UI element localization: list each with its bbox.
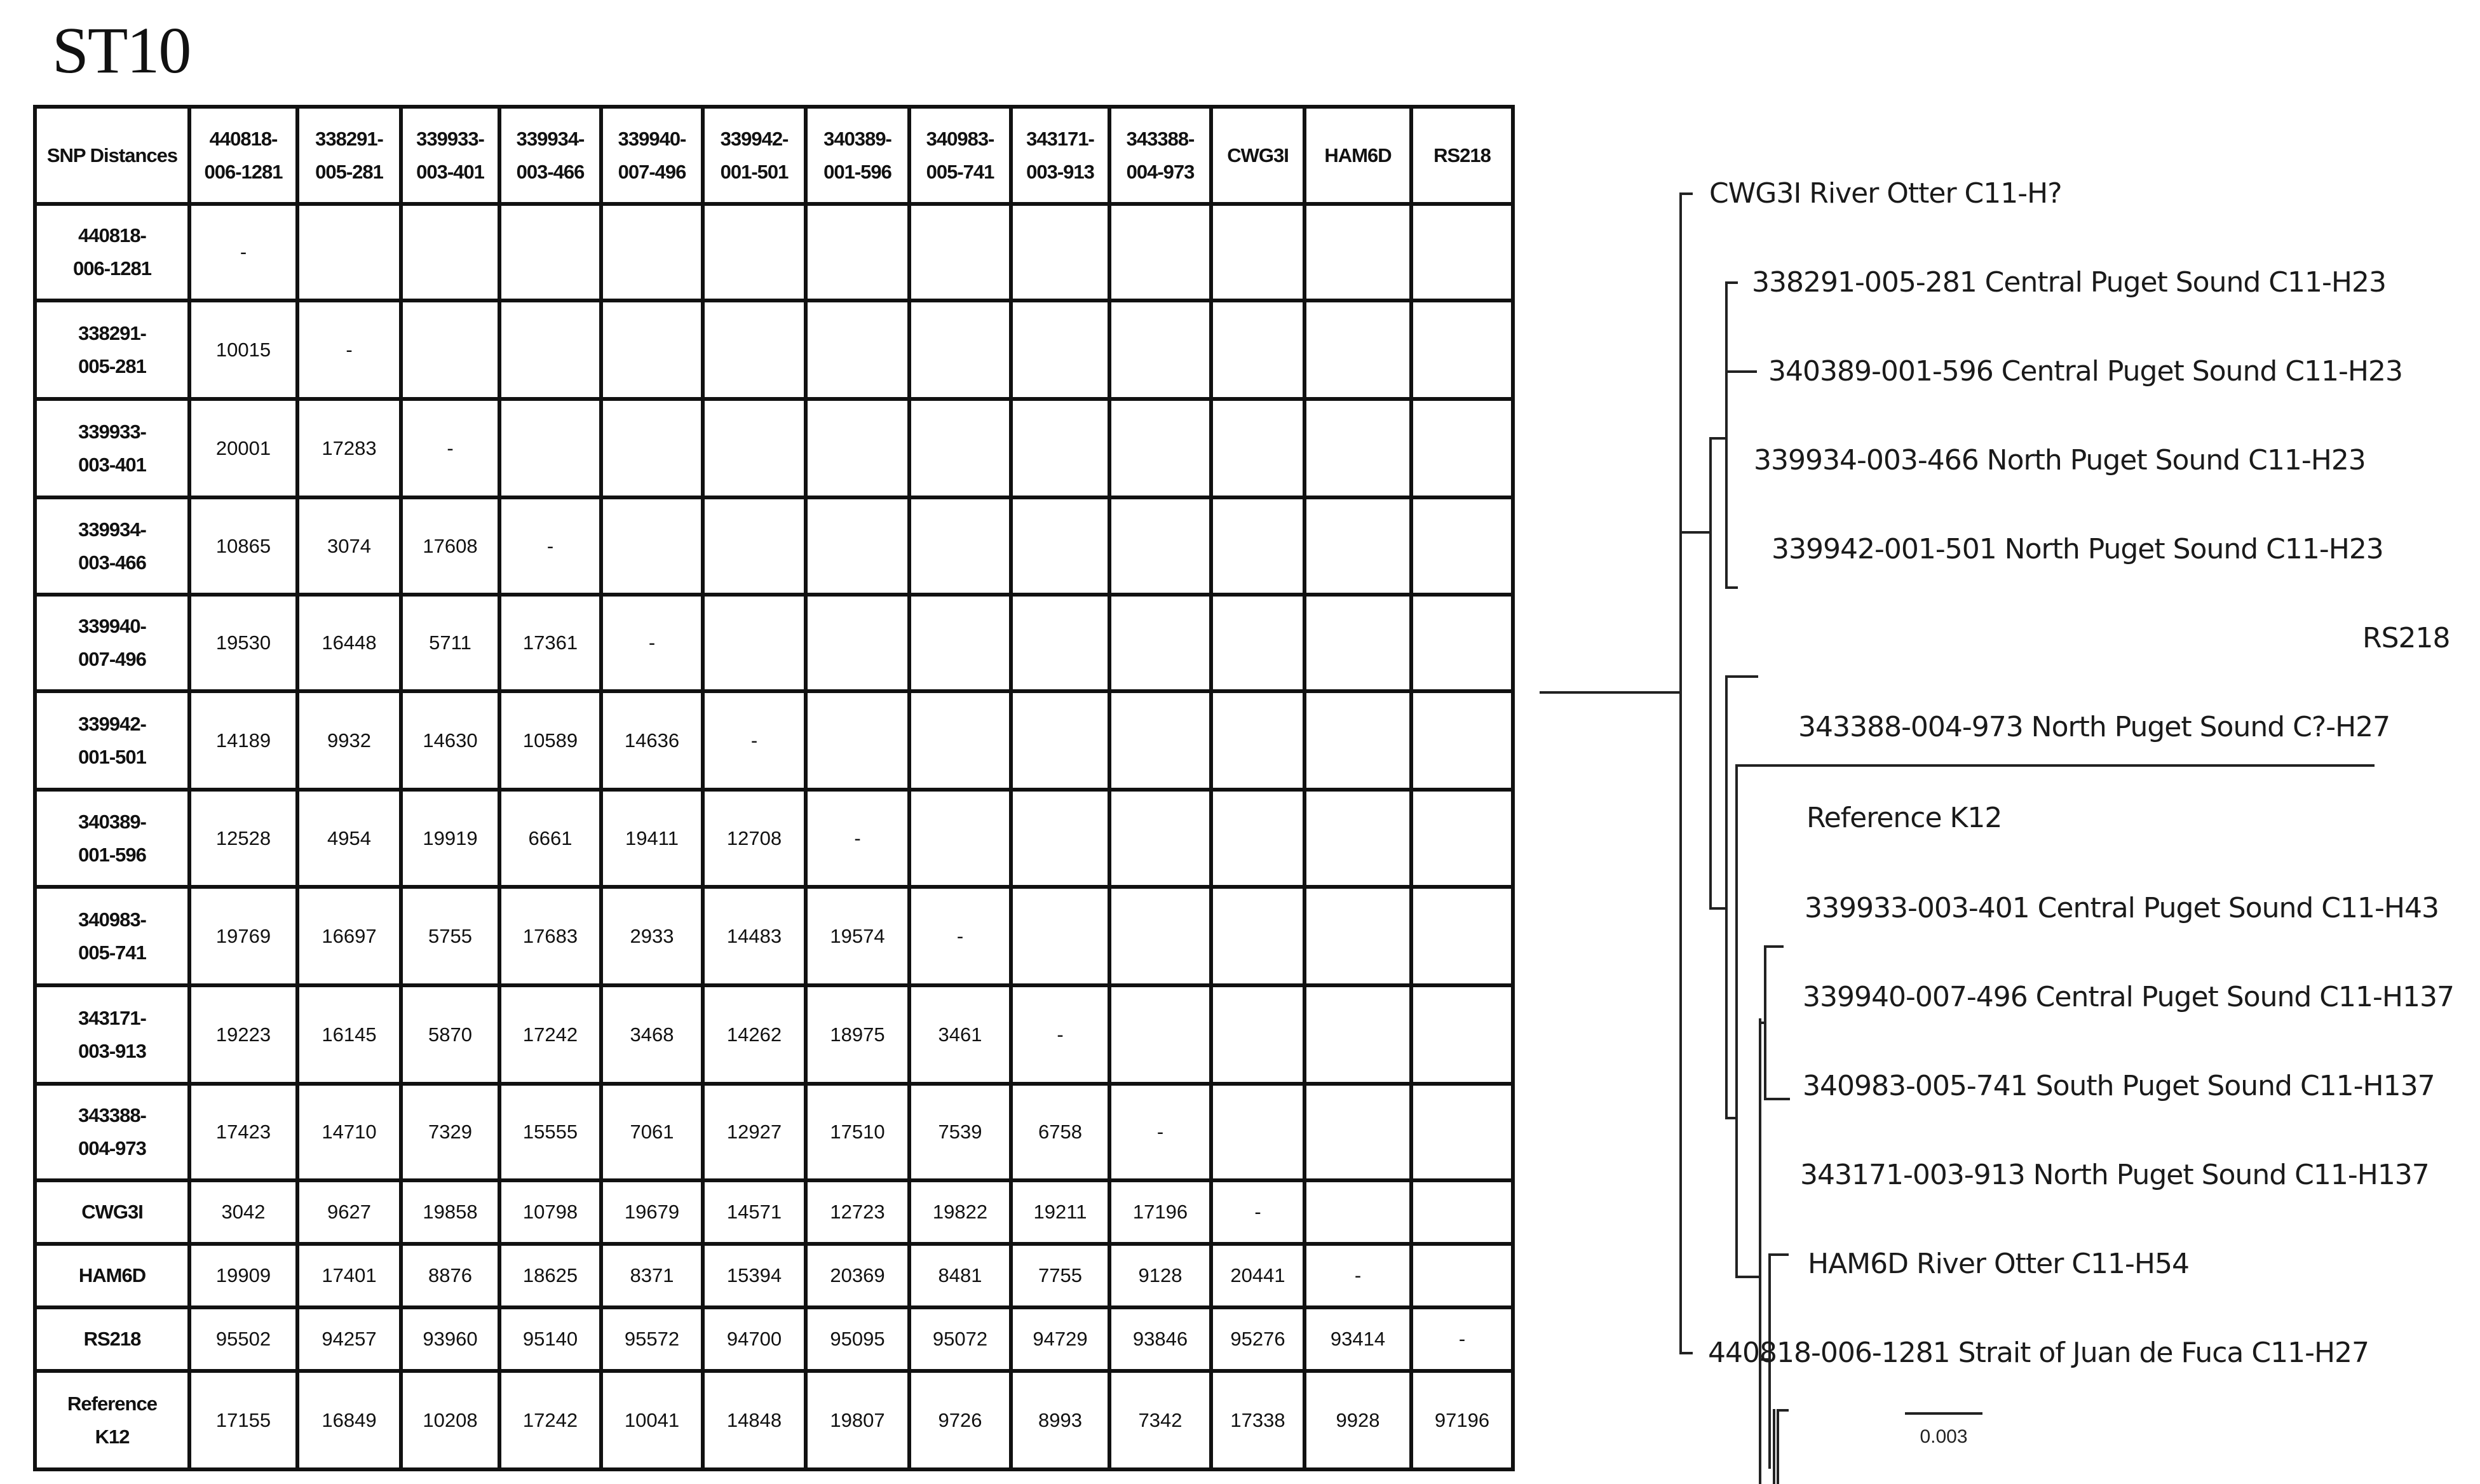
distance-cell: 3468: [601, 985, 703, 1084]
tree-leaf-label: 440818-006-1281 Strait of Juan de Fuca C11-H27: [1708, 1337, 2369, 1369]
distance-cell: 3042: [189, 1180, 297, 1244]
distance-cell: 95095: [806, 1307, 909, 1371]
distance-cell: [806, 595, 909, 691]
distance-cell: 19411: [601, 790, 703, 887]
distance-cell: [909, 790, 1011, 887]
distance-cell: [1211, 595, 1304, 691]
distance-cell: [1411, 887, 1513, 985]
distance-cell: [601, 497, 703, 595]
column-header: 340389- 001-596: [806, 107, 909, 204]
tree-leaf-label: Reference K12: [1806, 802, 2002, 834]
distance-cell: 12723: [806, 1180, 909, 1244]
distance-cell: [1109, 691, 1211, 790]
distance-cell: [703, 300, 806, 399]
distance-cell: [1011, 300, 1109, 399]
distance-cell: [1304, 399, 1411, 497]
row-header: CWG3I: [35, 1180, 189, 1244]
distance-cell: 4954: [297, 790, 401, 887]
distance-cell: -: [1304, 1244, 1411, 1307]
distance-cell: [499, 300, 601, 399]
row-header: HAM6D: [35, 1244, 189, 1307]
distance-cell: 16697: [297, 887, 401, 985]
distance-cell: [1411, 1084, 1513, 1180]
distance-cell: [1109, 887, 1211, 985]
table-row: [35, 985, 1513, 1084]
tree-leaf-label: 340983-005-741 South Puget Sound C11-H137: [1803, 1070, 2435, 1102]
distance-cell: [806, 204, 909, 300]
distance-cell: 6661: [499, 790, 601, 887]
snp-distance-table: [33, 105, 1515, 1471]
distance-cell: 7755: [1011, 1244, 1109, 1307]
row-header: 339940- 007-496: [35, 595, 189, 691]
distance-cell: 14636: [601, 691, 703, 790]
distance-cell: 3074: [297, 497, 401, 595]
distance-cell: 9726: [909, 1371, 1011, 1469]
row-header: 340983- 005-741: [35, 887, 189, 985]
distance-cell: [1411, 300, 1513, 399]
distance-cell: 18625: [499, 1244, 601, 1307]
distance-cell: -: [1411, 1307, 1513, 1371]
distance-cell: [909, 204, 1011, 300]
tree-leaf-label: 339940-007-496 Central Puget Sound C11-H137: [1803, 981, 2454, 1013]
tree-leaf-label: 338291-005-281 Central Puget Sound C11-H23: [1752, 266, 2386, 299]
distance-cell: [909, 497, 1011, 595]
distance-cell: [1411, 497, 1513, 595]
distance-cell: 12708: [703, 790, 806, 887]
distance-cell: 19807: [806, 1371, 909, 1469]
distance-cell: [1304, 790, 1411, 887]
distance-cell: 17510: [806, 1084, 909, 1180]
distance-cell: 9928: [1304, 1371, 1411, 1469]
distance-cell: 95072: [909, 1307, 1011, 1371]
distance-cell: [1411, 691, 1513, 790]
distance-cell: 19822: [909, 1180, 1011, 1244]
distance-cell: 6758: [1011, 1084, 1109, 1180]
column-header: 340983- 005-741: [909, 107, 1011, 204]
distance-cell: [909, 399, 1011, 497]
distance-cell: [806, 691, 909, 790]
distance-cell: 10015: [189, 300, 297, 399]
distance-cell: 94257: [297, 1307, 401, 1371]
tree-leaf-label: RS218: [2362, 622, 2450, 654]
distance-cell: 7342: [1109, 1371, 1211, 1469]
distance-cell: [1211, 399, 1304, 497]
distance-cell: 19223: [189, 985, 297, 1084]
distance-cell: 17242: [499, 1371, 601, 1469]
row-header: 339934- 003-466: [35, 497, 189, 595]
distance-cell: 17155: [189, 1371, 297, 1469]
column-header: HAM6D: [1304, 107, 1411, 204]
distance-cell: 3461: [909, 985, 1011, 1084]
distance-cell: [1304, 1084, 1411, 1180]
table-row: [35, 691, 1513, 790]
row-header: Reference K12: [35, 1371, 189, 1469]
distance-cell: [1211, 1084, 1304, 1180]
distance-cell: 7061: [601, 1084, 703, 1180]
distance-cell: 19909: [189, 1244, 297, 1307]
row-header: 343171- 003-913: [35, 985, 189, 1084]
table-row: [35, 497, 1513, 595]
phylogenetic-tree: [1525, 159, 2480, 1484]
distance-cell: [806, 399, 909, 497]
distance-cell: 14710: [297, 1084, 401, 1180]
distance-cell: [1011, 204, 1109, 300]
column-header: CWG3I: [1211, 107, 1304, 204]
distance-cell: [1011, 497, 1109, 595]
distance-cell: 17683: [499, 887, 601, 985]
distance-cell: 10798: [499, 1180, 601, 1244]
distance-cell: 5755: [401, 887, 499, 985]
distance-cell: [601, 204, 703, 300]
column-header: RS218: [1411, 107, 1513, 204]
distance-cell: 95502: [189, 1307, 297, 1371]
row-header: RS218: [35, 1307, 189, 1371]
distance-cell: 19211: [1011, 1180, 1109, 1244]
distance-cell: [909, 691, 1011, 790]
distance-cell: [1411, 1244, 1513, 1307]
row-header: 343388- 004-973: [35, 1084, 189, 1180]
distance-cell: [1304, 300, 1411, 399]
distance-cell: 17196: [1109, 1180, 1211, 1244]
distance-cell: [1304, 204, 1411, 300]
distance-cell: [499, 399, 601, 497]
tree-leaf-label: HAM6D River Otter C11-H54: [1808, 1248, 2189, 1280]
distance-cell: [909, 595, 1011, 691]
distance-cell: [1411, 790, 1513, 887]
distance-cell: [1411, 204, 1513, 300]
distance-cell: 16448: [297, 595, 401, 691]
distance-cell: [806, 300, 909, 399]
distance-cell: 20441: [1211, 1244, 1304, 1307]
distance-cell: -: [909, 887, 1011, 985]
distance-cell: [1211, 790, 1304, 887]
distance-cell: 7539: [909, 1084, 1011, 1180]
distance-cell: [1211, 497, 1304, 595]
distance-cell: -: [189, 204, 297, 300]
table-row: [35, 1307, 1513, 1371]
distance-cell: 12528: [189, 790, 297, 887]
tree-leaf-label: 340389-001-596 Central Puget Sound C11-H23: [1768, 355, 2402, 388]
table-row: [35, 204, 1513, 300]
distance-cell: [1011, 691, 1109, 790]
distance-cell: [1109, 300, 1211, 399]
distance-cell: 2933: [601, 887, 703, 985]
tree-leaf-label: CWG3I River Otter C11-H?: [1709, 177, 2062, 210]
table-row: [35, 399, 1513, 497]
distance-cell: [1211, 204, 1304, 300]
table-row: [35, 300, 1513, 399]
distance-cell: -: [806, 790, 909, 887]
column-header: 339940- 007-496: [601, 107, 703, 204]
distance-cell: 5870: [401, 985, 499, 1084]
distance-cell: 5711: [401, 595, 499, 691]
distance-cell: [1109, 204, 1211, 300]
distance-cell: 95276: [1211, 1307, 1304, 1371]
column-header: 343171- 003-913: [1011, 107, 1109, 204]
distance-cell: 17242: [499, 985, 601, 1084]
figure-title: ST10: [52, 14, 191, 87]
distance-cell: 95572: [601, 1307, 703, 1371]
distance-cell: [703, 399, 806, 497]
distance-cell: [1109, 595, 1211, 691]
distance-cell: [1411, 1180, 1513, 1244]
distance-cell: 19769: [189, 887, 297, 985]
distance-cell: [1211, 300, 1304, 399]
distance-cell: [297, 204, 401, 300]
distance-cell: 14630: [401, 691, 499, 790]
distance-cell: [401, 300, 499, 399]
distance-cell: 93846: [1109, 1307, 1211, 1371]
table-row: [35, 1371, 1513, 1469]
distance-cell: [1304, 887, 1411, 985]
distance-cell: [1304, 497, 1411, 595]
distance-cell: [1304, 691, 1411, 790]
distance-cell: 10589: [499, 691, 601, 790]
distance-cell: [1109, 790, 1211, 887]
distance-cell: [1411, 399, 1513, 497]
distance-cell: 94700: [703, 1307, 806, 1371]
distance-cell: 19858: [401, 1180, 499, 1244]
table-row: [35, 790, 1513, 887]
distance-cell: [1411, 985, 1513, 1084]
tree-leaf-label: 339934-003-466 North Puget Sound C11-H23: [1754, 444, 2366, 476]
distance-cell: [703, 204, 806, 300]
table-row: [35, 1084, 1513, 1180]
distance-cell: -: [401, 399, 499, 497]
distance-cell: 14483: [703, 887, 806, 985]
distance-cell: [1211, 887, 1304, 985]
distance-cell: -: [1109, 1084, 1211, 1180]
distance-cell: 14571: [703, 1180, 806, 1244]
distance-cell: 15555: [499, 1084, 601, 1180]
distance-cell: 19574: [806, 887, 909, 985]
column-header: 343388- 004-973: [1109, 107, 1211, 204]
distance-cell: 19530: [189, 595, 297, 691]
distance-cell: 17423: [189, 1084, 297, 1180]
distance-cell: [401, 204, 499, 300]
distance-cell: [499, 204, 601, 300]
row-header: 440818- 006-1281: [35, 204, 189, 300]
distance-cell: -: [1011, 985, 1109, 1084]
distance-cell: 95140: [499, 1307, 601, 1371]
distance-cell: 20001: [189, 399, 297, 497]
distance-cell: [601, 399, 703, 497]
distance-cell: 17608: [401, 497, 499, 595]
distance-cell: 16849: [297, 1371, 401, 1469]
distance-cell: [1411, 595, 1513, 691]
row-header: 338291- 005-281: [35, 300, 189, 399]
distance-cell: 9627: [297, 1180, 401, 1244]
distance-cell: 10865: [189, 497, 297, 595]
distance-cell: 9128: [1109, 1244, 1211, 1307]
table-row: [35, 595, 1513, 691]
distance-cell: 8371: [601, 1244, 703, 1307]
table-row: [35, 1244, 1513, 1307]
distance-cell: [1304, 985, 1411, 1084]
table-row: [35, 887, 1513, 985]
distance-cell: 93960: [401, 1307, 499, 1371]
distance-cell: [909, 300, 1011, 399]
distance-cell: [1304, 1180, 1411, 1244]
column-header: 339942- 001-501: [703, 107, 806, 204]
distance-cell: [1109, 985, 1211, 1084]
column-header: 440818- 006-1281: [189, 107, 297, 204]
tree-leaf-label: 343171-003-913 North Puget Sound C11-H137: [1800, 1159, 2429, 1191]
table-header-row: [35, 107, 1513, 204]
table-row: [35, 1180, 1513, 1244]
column-header: 339934- 003-466: [499, 107, 601, 204]
row-header: 339933- 003-401: [35, 399, 189, 497]
distance-cell: [806, 497, 909, 595]
distance-cell: [703, 595, 806, 691]
distance-cell: [1011, 399, 1109, 497]
distance-cell: 20369: [806, 1244, 909, 1307]
distance-cell: -: [601, 595, 703, 691]
distance-cell: -: [703, 691, 806, 790]
distance-cell: 93414: [1304, 1307, 1411, 1371]
distance-cell: 18975: [806, 985, 909, 1084]
distance-cell: 10041: [601, 1371, 703, 1469]
row-header: 339942- 001-501: [35, 691, 189, 790]
distance-cell: 19919: [401, 790, 499, 887]
distance-cell: 17401: [297, 1244, 401, 1307]
distance-cell: 14262: [703, 985, 806, 1084]
distance-cell: 8993: [1011, 1371, 1109, 1469]
corner-header: SNP Distances: [35, 107, 189, 204]
distance-cell: [1211, 691, 1304, 790]
distance-cell: 10208: [401, 1371, 499, 1469]
tree-leaf-label: 343388-004-973 North Puget Sound C?-H27: [1798, 711, 2390, 743]
distance-cell: [1211, 985, 1304, 1084]
distance-cell: [1011, 887, 1109, 985]
scale-bar-label: 0.003: [1920, 1426, 1968, 1447]
distance-cell: 15394: [703, 1244, 806, 1307]
distance-cell: [1304, 595, 1411, 691]
row-header: 340389- 001-596: [35, 790, 189, 887]
column-header: 338291- 005-281: [297, 107, 401, 204]
distance-cell: [601, 300, 703, 399]
distance-cell: [1011, 790, 1109, 887]
distance-cell: 17283: [297, 399, 401, 497]
distance-cell: 19679: [601, 1180, 703, 1244]
distance-cell: 9932: [297, 691, 401, 790]
distance-cell: 97196: [1411, 1371, 1513, 1469]
distance-cell: 7329: [401, 1084, 499, 1180]
distance-cell: 8876: [401, 1244, 499, 1307]
tree-leaf-label: 339942-001-501 North Puget Sound C11-H23: [1772, 533, 2383, 565]
distance-cell: -: [297, 300, 401, 399]
distance-cell: 17338: [1211, 1371, 1304, 1469]
distance-cell: 16145: [297, 985, 401, 1084]
distance-cell: 94729: [1011, 1307, 1109, 1371]
distance-cell: [703, 497, 806, 595]
distance-cell: 14189: [189, 691, 297, 790]
distance-cell: [1011, 595, 1109, 691]
column-header: 339933- 003-401: [401, 107, 499, 204]
distance-cell: 14848: [703, 1371, 806, 1469]
tree-leaf-label: 339933-003-401 Central Puget Sound C11-H43: [1805, 892, 2439, 924]
distance-cell: 17361: [499, 595, 601, 691]
distance-cell: 8481: [909, 1244, 1011, 1307]
distance-cell: [1109, 497, 1211, 595]
distance-cell: 12927: [703, 1084, 806, 1180]
distance-cell: -: [499, 497, 601, 595]
distance-cell: -: [1211, 1180, 1304, 1244]
distance-cell: [1109, 399, 1211, 497]
